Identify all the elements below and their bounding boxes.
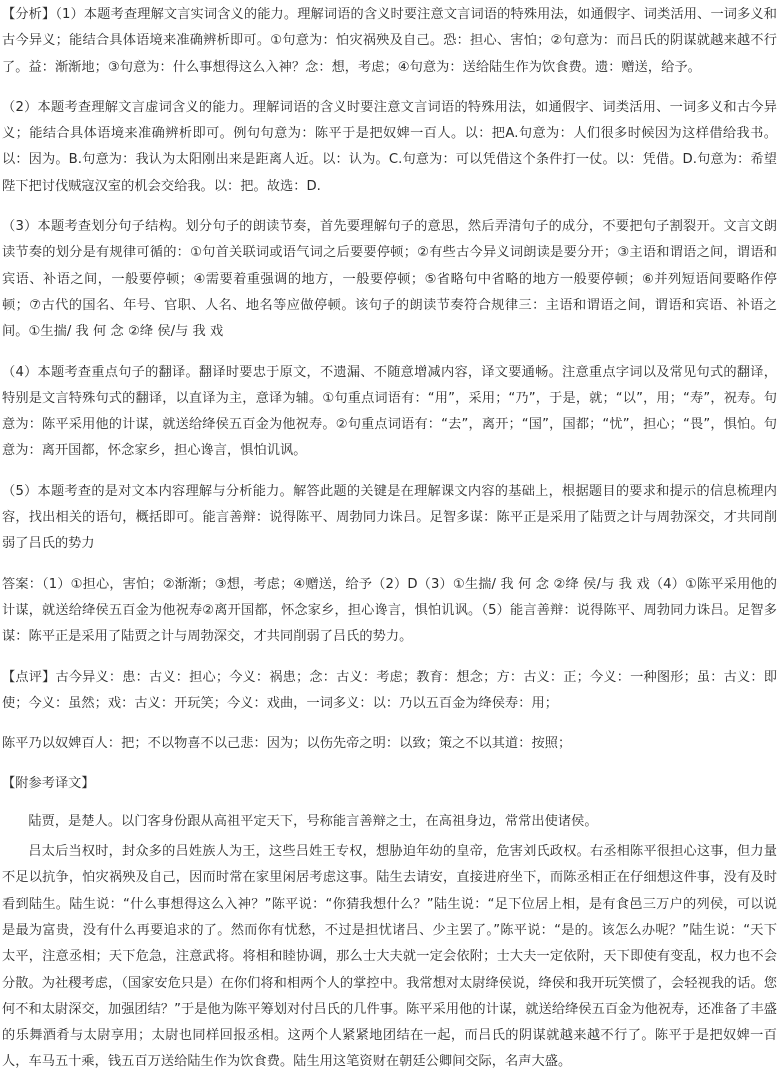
comment-paragraph-2: 陈平乃以奴婢百人：把；不以物喜不以己悲：因为；以伤先帝之明：以致；策之不以其道：按照；: [2, 736, 572, 752]
analysis-paragraph-5: （5）本题考查的是对文本内容理解与分析能力。解答此题的关键是在理解课文内容的基础上，根据题目的要求和提示的信息梳理内容，找出相关的语句，概括即可。能言善辩：说得陈平、周勃同力诛吕。足智多谋：陈平正是采用了陆贾之计与周勃深交，才共同削弱了吕氏的势力: [2, 483, 777, 552]
analysis-paragraph-1: 【分析】（1）本题考查理解文言实词含义的能力。理解词语的含义时要注意文言词语的特殊用法，如通假字、词类活用、一词多义和古今异义；能结合具体语境来准确辨析即可。①句意为：怕灾祸殃及自己。恐：担心、害怕；②句意为：而吕氏的阴谋就越来越不行了。益：渐渐地；③句意为：什么事想得这么入神？念：想，考虑；④句意为：送给陆生作为饮食费。遗：赠送，给予。: [2, 7, 777, 75]
answer-paragraph: 答案：（1）①担心，害怕；②渐渐；③想，考虑；④赠送，给予（2）D（3）①生揣/ 我 何 念 ②绛 侯/与 我 戏（4）①陈平采用他的计谋，就送给绛侯五百金为他祝寿②离开国都，怀念家乡，担心谗言，惧怕讥讽。（5）能言善辩：说得陈平、周勃同力诛吕。足智多谋：陈平正是采用了陆贾之计与周勃深交，才共同削弱了吕氏的势力。: [2, 576, 777, 645]
analysis-paragraph-4: （4）本题考查重点句子的翻译。翻译时要忠于原文，不遗漏、不随意增减内容，译文要通畅。注意重点字词以及常见句式的翻译，特别是文言特殊句式的翻译，以直译为主，意译为辅。①句重点词语有：“用”，采用；“乃”，于是，就；“以”，用；“寿”，祝寿。句意为：陈平采用他的计谋，就送给绛侯五百金为他祝寿。②句重点词语有：“去”，离开；“国”，国都；“忧”，担心；“畏”，惧怕。句意为：离开国都，怀念家乡，担心谗言，惧怕讥讽。: [2, 364, 777, 459]
translation-paragraph-1: 陆贾，是楚人。以门客身份跟从高祖平定天下，号称能言善辩之士，在高祖身边，常常出使诸侯。: [28, 813, 598, 829]
analysis-paragraph-2: （2）本题考查理解文言虚词含义的能力。理解词语的含义时要注意文言词语的特殊用法，如通假字、词类活用、一词多义和古今异义；能结合具体语境来准确辨析即可。例句句意为：陈平于是把奴婢一百人。以：把A.句意为：人们很多时候因为这样借给我书。以：因为。B.句意为：我认为太阳刚出来是距离人近。以：认为。C.句意为：可以凭借这个条件打一仗。以：凭借。D.句意为：希望陛下把讨伐贼寇汉室的机会交给我。以：把。故选：D.: [2, 99, 777, 194]
comment-paragraph-1: 【点评】古今异义：患：古义：担心；今义：祸患；念：古义：考虑；教育：想念；方：古义：正；今义：一种图形；虽：古义：即使；今义：虽然；戏：古义：开玩笑；今义：戏曲，一词多义：以：乃以五百金为绛侯寿：用；: [2, 669, 777, 711]
translation-paragraph-2: 吕太后当权时，封众多的吕姓族人为王，这些吕姓王专权，想胁迫年幼的皇帝，危害刘氏政权。右丞相陈平很担心这事，但力量不足以抗争，怕灾祸殃及自己，因而时常在家里闲居考虑这事。陆生去请安，直接进府坐下，而陈丞相正在仔细想这件事，没有及时看到陆生。陆生说：“什么事想得这么入神？”陈平说：“你猜我想什么？”陆生说：“足下位居上相，是有食邑三万户的列侯，可以说是最为富贵，没有什么再要追求的了。然而你有忧愁，不过是担忧诸吕、少主罢了。”陈平说：“是的。该怎么办呢？”陆生说：“天下太平，注意丞相；天下危急，注意武将。将相和睦协调，那么士大夫就一定会依附；士大夫一定依附，天下即使有变乱，权力也不会分散。为社稷考虑，（国家安危只是）在你们将和相两个人的掌控中。我常想对太尉绛侯说，绛侯和我开玩笑惯了，会轻视我的话。您何不和太尉深交，加强团结？”于是他为陈平筹划对付吕氏的几件事。陈平采用他的计谋，就送给绛侯五百金为他祝寿，还准备了丰盛的乐舞酒肴与太尉享用；太尉也同样回报丞相。这两个人紧紧地团结在一起，而吕氏的阴谋就越来越不行了。陈平于是把奴婢一百人，车马五十乘，钱五百万送给陆生作为饮食费。陆生用这笔资财在朝廷公卿间交际，名声大盛。: [2, 844, 777, 1070]
translation-heading: 【附参考译文】: [2, 776, 95, 792]
analysis-paragraph-3: （3）本题考查划分句子结构。划分句子的朗读节奏，首先要理解句子的意思，然后弄清句子的成分，不要把句子割裂开。文言文朗读节奏的划分是有规律可循的：①句首关联词或语气词之后要要停顿；②有些古今异义词朗读是要分开；③主语和谓语之间，谓语和宾语、补语之间，一般要停顿；④需要着重强调的地方，一般要停顿；⑤省略句中省略的地方一般要停顿；⑥并列短语间要略作停顿；⑦古代的国名、年号、官职、人名、地名等应做停顿。该句子的朗读节奏符合规律三：主语和谓语之间，谓语和宾语、补语之间。①生揣/ 我 何 念 ②绛 侯/与 我 戏: [2, 219, 777, 340]
